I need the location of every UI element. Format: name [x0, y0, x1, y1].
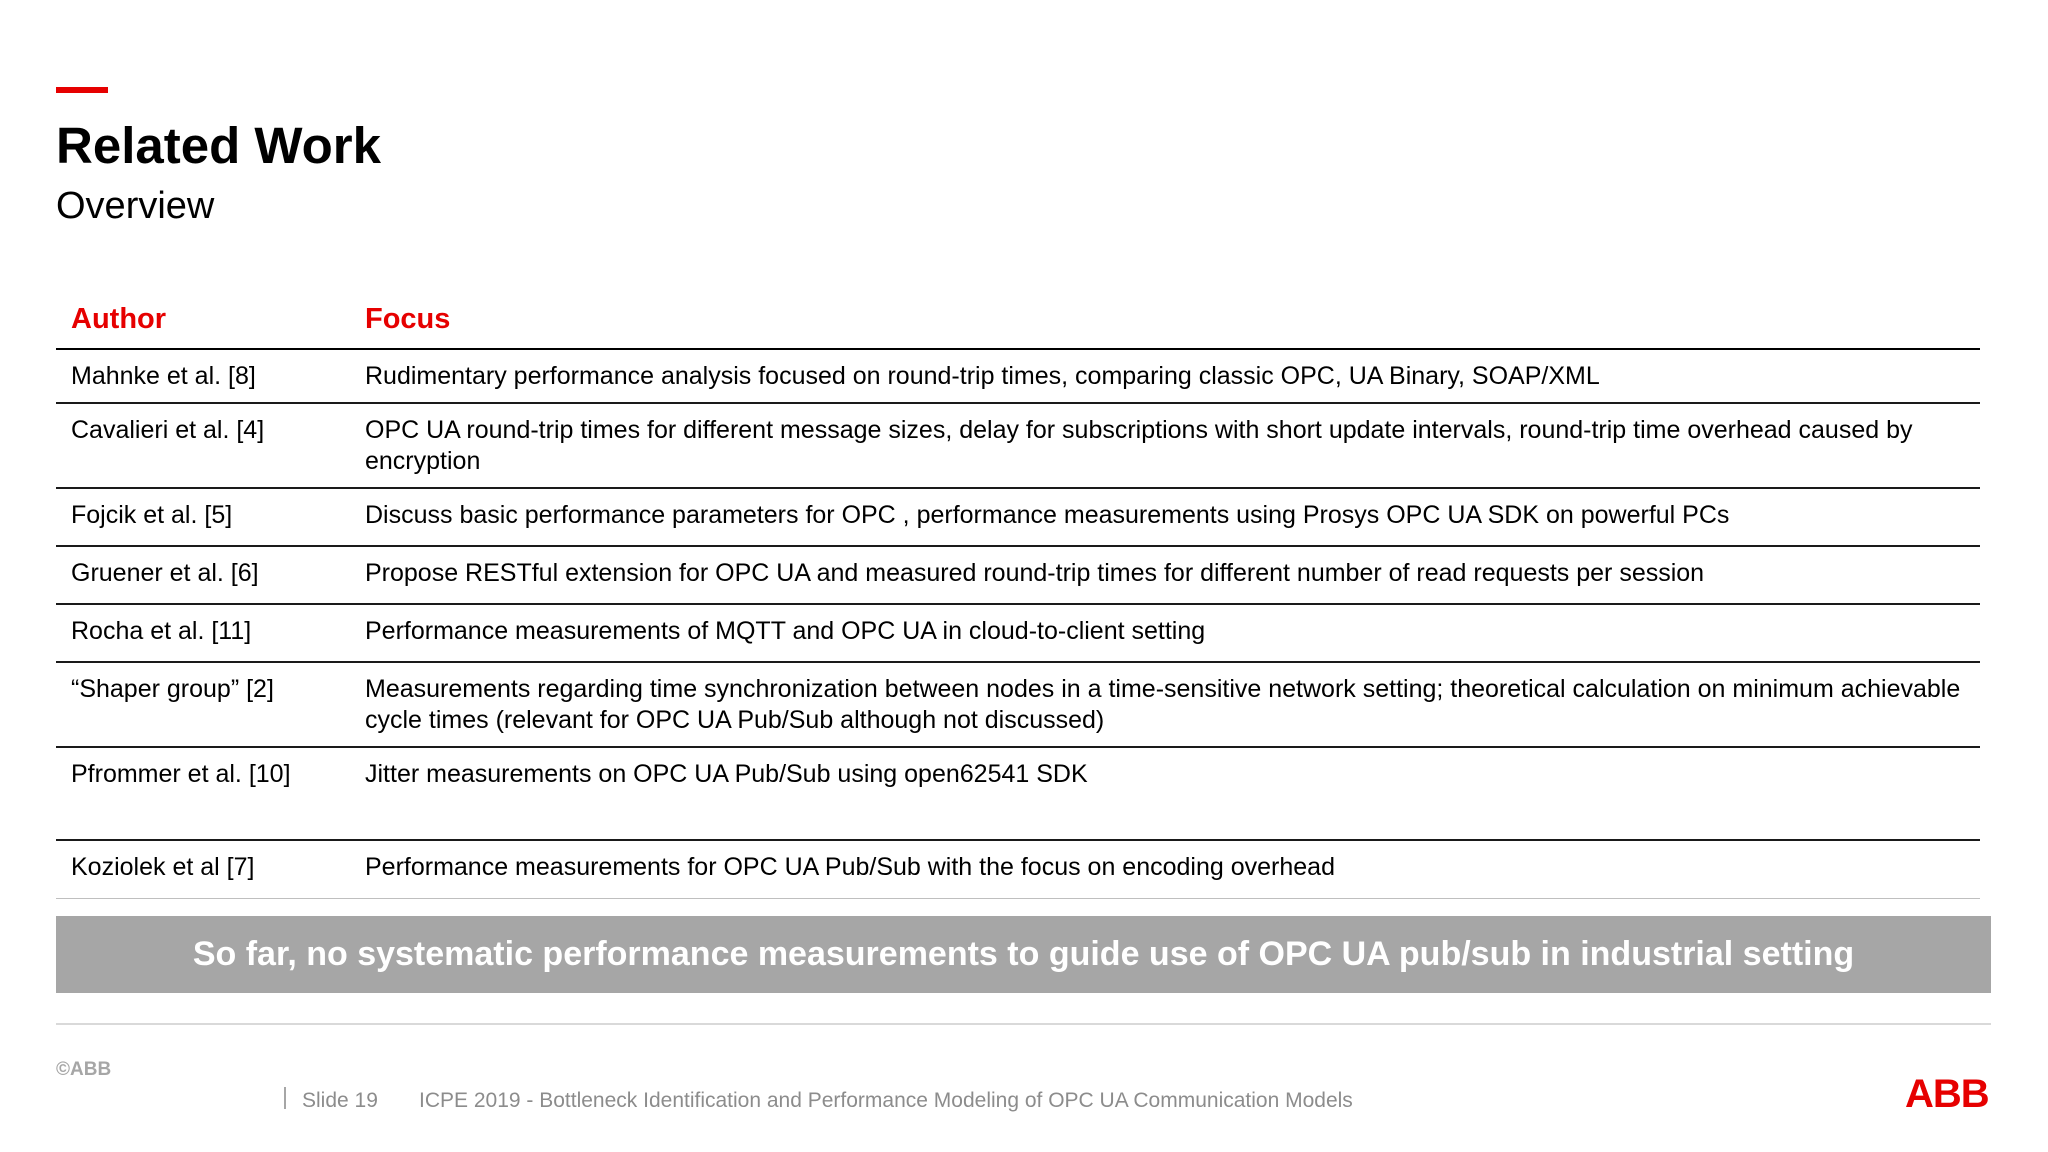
- slide-number: Slide 19: [302, 1089, 378, 1112]
- page-subtitle: Overview: [56, 185, 215, 227]
- author-cell: Koziolek et al [7]: [56, 840, 350, 898]
- title-accent-bar: [56, 87, 108, 93]
- focus-cell: Performance measurements of MQTT and OPC UA in cloud-to-client setting: [350, 604, 1980, 662]
- focus-cell: Rudimentary performance analysis focused on round-trip times, comparing classic OPC, UA Binary, SOAP/XML: [350, 349, 1980, 403]
- table-row: [56, 747, 1980, 840]
- conclusion-text: So far, no systematic performance measurements to guide use of OPC UA pub/sub in industrial setting: [192, 935, 1855, 973]
- author-cell: Fojcik et al. [5]: [56, 488, 350, 546]
- focus-cell: Measurements regarding time synchronization between nodes in a time-sensitive network setting; theoretical calculation on minimum achievable cycle times (relevant for OPC UA Pub/Sub although not discussed): [350, 662, 1980, 747]
- table-row: [56, 840, 1980, 898]
- focus-column-header: Focus: [350, 290, 1980, 349]
- table-row: [56, 604, 1980, 662]
- table-row: [56, 403, 1980, 488]
- conclusion-banner: [56, 916, 1991, 993]
- table-row: [56, 662, 1980, 747]
- author-cell: Cavalieri et al. [4]: [56, 403, 350, 488]
- focus-cell: Discuss basic performance parameters for OPC , performance measurements using Prosys OPC UA SDK on powerful PCs: [350, 488, 1980, 546]
- table-row: [56, 488, 1980, 546]
- focus-cell: Performance measurements for OPC UA Pub/Sub with the focus on encoding overhead: [350, 840, 1980, 898]
- footer-caption: ICPE 2019 - Bottleneck Identification and Performance Modeling of OPC UA Communication Models: [419, 1089, 1353, 1112]
- related-work-table: [56, 290, 1980, 899]
- author-cell: Mahnke et al. [8]: [56, 349, 350, 403]
- footer-divider: [56, 1023, 1991, 1025]
- page-title: Related Work: [56, 117, 381, 174]
- focus-cell: Jitter measurements on OPC UA Pub/Sub using open62541 SDK: [350, 747, 1980, 840]
- author-cell: Rocha et al. [11]: [56, 604, 350, 662]
- author-cell: Gruener et al. [6]: [56, 546, 350, 604]
- abb-logo: ABB: [1905, 1072, 1989, 1116]
- focus-cell: OPC UA round-trip times for different message sizes, delay for subscriptions with short update intervals, round-trip time overhead caused by encryption: [350, 403, 1980, 488]
- focus-cell: Propose RESTful extension for OPC UA and measured round-trip times for different number of read requests per session: [350, 546, 1980, 604]
- table-header-row: [56, 290, 1980, 349]
- author-cell: Pfrommer et al. [10]: [56, 747, 350, 840]
- footer-separator: [284, 1087, 286, 1109]
- table-row: [56, 349, 1980, 403]
- author-column-header: Author: [56, 290, 350, 349]
- copyright-notice: ©ABB: [56, 1059, 112, 1080]
- author-cell: “Shaper group” [2]: [56, 662, 350, 747]
- table-row: [56, 546, 1980, 604]
